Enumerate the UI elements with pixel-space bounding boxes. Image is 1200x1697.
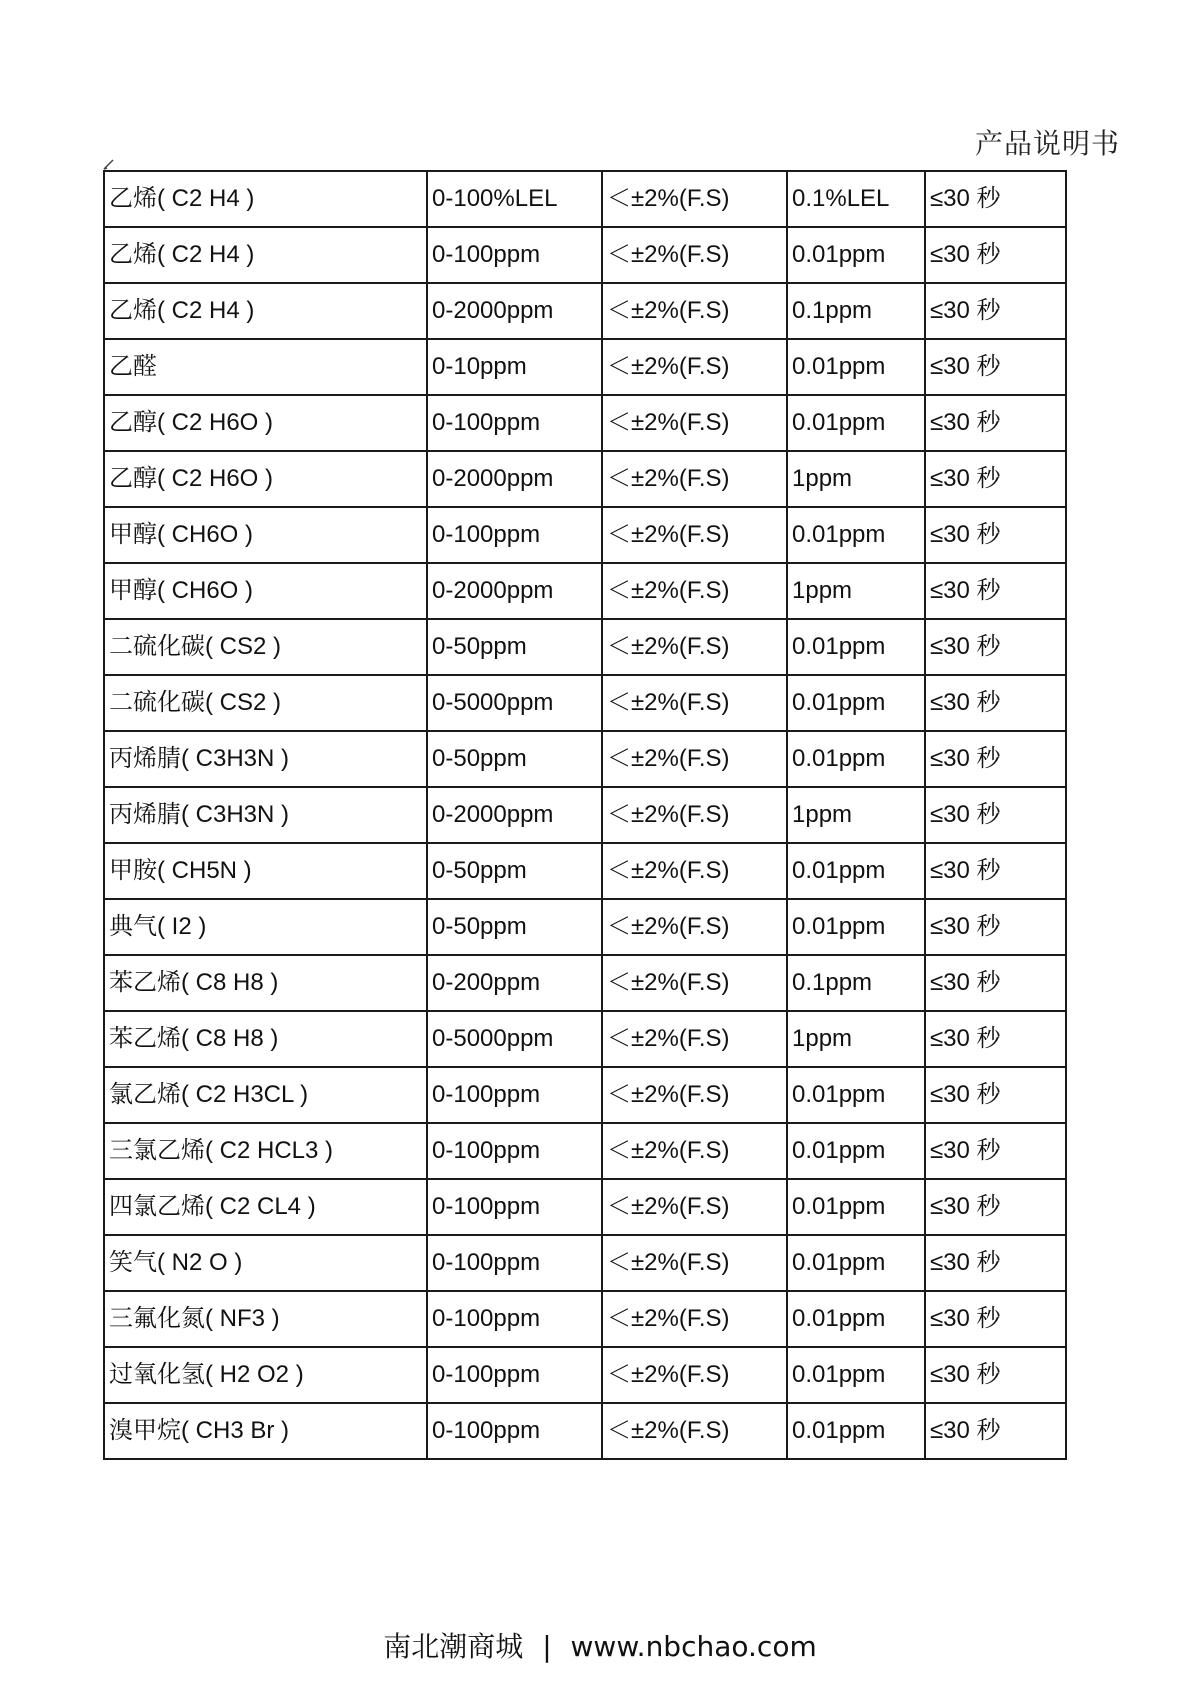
table-row xyxy=(104,339,1066,395)
table-row xyxy=(104,1291,1066,1347)
table-row xyxy=(104,1123,1066,1179)
corner-mark-icon xyxy=(103,158,115,170)
cell-range: 0-2000ppm xyxy=(427,787,602,843)
cell-response: ≤30 秒 xyxy=(925,1011,1066,1067)
cell-name: 三氟化氮( NF3 ) xyxy=(104,1291,427,1347)
cell-resolution: 1ppm xyxy=(787,451,925,507)
cell-range: 0-10ppm xyxy=(427,339,602,395)
footer-site-name: 南北潮商城 xyxy=(383,1630,524,1663)
cell-accuracy: ＜±2%(F.S) xyxy=(602,171,787,227)
cell-range: 0-2000ppm xyxy=(427,563,602,619)
cell-resolution: 0.01ppm xyxy=(787,899,925,955)
cell-accuracy: ＜±2%(F.S) xyxy=(602,675,787,731)
cell-name: 甲醇( CH6O ) xyxy=(104,507,427,563)
cell-resolution: 0.01ppm xyxy=(787,1179,925,1235)
cell-response: ≤30 秒 xyxy=(925,1291,1066,1347)
cell-accuracy: ＜±2%(F.S) xyxy=(602,507,787,563)
cell-response: ≤30 秒 xyxy=(925,507,1066,563)
cell-name: 丙烯腈( C3H3N ) xyxy=(104,787,427,843)
table-row xyxy=(104,731,1066,787)
cell-response: ≤30 秒 xyxy=(925,171,1066,227)
cell-range: 0-100ppm xyxy=(427,227,602,283)
cell-range: 0-50ppm xyxy=(427,619,602,675)
cell-response: ≤30 秒 xyxy=(925,1067,1066,1123)
table-row xyxy=(104,675,1066,731)
cell-accuracy: ＜±2%(F.S) xyxy=(602,227,787,283)
cell-accuracy: ＜±2%(F.S) xyxy=(602,563,787,619)
cell-name: 丙烯腈( C3H3N ) xyxy=(104,731,427,787)
cell-range: 0-100ppm xyxy=(427,1291,602,1347)
cell-range: 0-2000ppm xyxy=(427,283,602,339)
cell-response: ≤30 秒 xyxy=(925,787,1066,843)
cell-accuracy: ＜±2%(F.S) xyxy=(602,1235,787,1291)
footer-url[interactable]: www.nbchao.com xyxy=(570,1630,817,1663)
footer-separator: | xyxy=(542,1630,552,1663)
cell-name: 苯乙烯( C8 H8 ) xyxy=(104,1011,427,1067)
cell-resolution: 0.01ppm xyxy=(787,1235,925,1291)
cell-name: 三氯乙烯( C2 HCL3 ) xyxy=(104,1123,427,1179)
gas-spec-table-body xyxy=(104,171,1066,1459)
cell-accuracy: ＜±2%(F.S) xyxy=(602,1291,787,1347)
table-row xyxy=(104,1403,1066,1459)
cell-accuracy: ＜±2%(F.S) xyxy=(602,731,787,787)
cell-response: ≤30 秒 xyxy=(925,227,1066,283)
cell-resolution: 0.01ppm xyxy=(787,1123,925,1179)
cell-accuracy: ＜±2%(F.S) xyxy=(602,1179,787,1235)
gas-spec-table xyxy=(103,170,1067,1460)
table-row xyxy=(104,227,1066,283)
cell-accuracy: ＜±2%(F.S) xyxy=(602,1347,787,1403)
table-row xyxy=(104,955,1066,1011)
cell-range: 0-100ppm xyxy=(427,1403,602,1459)
cell-resolution: 0.01ppm xyxy=(787,675,925,731)
cell-name: 乙烯( C2 H4 ) xyxy=(104,283,427,339)
table-row xyxy=(104,899,1066,955)
footer xyxy=(0,1625,1200,1665)
cell-name: 乙醛 xyxy=(104,339,427,395)
table-row xyxy=(104,1235,1066,1291)
cell-accuracy: ＜±2%(F.S) xyxy=(602,1403,787,1459)
cell-name: 乙醇( C2 H6O ) xyxy=(104,451,427,507)
cell-range: 0-100ppm xyxy=(427,1179,602,1235)
cell-response: ≤30 秒 xyxy=(925,1235,1066,1291)
cell-response: ≤30 秒 xyxy=(925,731,1066,787)
cell-range: 0-100ppm xyxy=(427,1347,602,1403)
cell-resolution: 0.01ppm xyxy=(787,227,925,283)
cell-resolution: 0.01ppm xyxy=(787,1291,925,1347)
cell-resolution: 0.01ppm xyxy=(787,1067,925,1123)
cell-range: 0-100ppm xyxy=(427,507,602,563)
cell-resolution: 0.1ppm xyxy=(787,283,925,339)
table-row xyxy=(104,843,1066,899)
cell-resolution: 0.01ppm xyxy=(787,395,925,451)
cell-name: 苯乙烯( C8 H8 ) xyxy=(104,955,427,1011)
cell-accuracy: ＜±2%(F.S) xyxy=(602,955,787,1011)
cell-accuracy: ＜±2%(F.S) xyxy=(602,619,787,675)
table-row xyxy=(104,1347,1066,1403)
table-row xyxy=(104,395,1066,451)
cell-response: ≤30 秒 xyxy=(925,395,1066,451)
cell-response: ≤30 秒 xyxy=(925,1347,1066,1403)
cell-accuracy: ＜±2%(F.S) xyxy=(602,339,787,395)
cell-range: 0-100ppm xyxy=(427,1067,602,1123)
cell-range: 0-50ppm xyxy=(427,731,602,787)
cell-name: 乙烯( C2 H4 ) xyxy=(104,171,427,227)
cell-accuracy: ＜±2%(F.S) xyxy=(602,283,787,339)
table-row xyxy=(104,171,1066,227)
cell-name: 过氧化氢( H2 O2 ) xyxy=(104,1347,427,1403)
cell-accuracy: ＜±2%(F.S) xyxy=(602,843,787,899)
table-row xyxy=(104,619,1066,675)
cell-response: ≤30 秒 xyxy=(925,619,1066,675)
table-row xyxy=(104,787,1066,843)
cell-resolution: 0.1%LEL xyxy=(787,171,925,227)
cell-accuracy: ＜±2%(F.S) xyxy=(602,451,787,507)
cell-accuracy: ＜±2%(F.S) xyxy=(602,787,787,843)
cell-response: ≤30 秒 xyxy=(925,339,1066,395)
cell-accuracy: ＜±2%(F.S) xyxy=(602,1067,787,1123)
cell-name: 甲醇( CH6O ) xyxy=(104,563,427,619)
cell-resolution: 0.01ppm xyxy=(787,1403,925,1459)
cell-resolution: 0.01ppm xyxy=(787,339,925,395)
cell-name: 二硫化碳( CS2 ) xyxy=(104,675,427,731)
cell-response: ≤30 秒 xyxy=(925,451,1066,507)
cell-range: 0-50ppm xyxy=(427,899,602,955)
cell-range: 0-5000ppm xyxy=(427,675,602,731)
table-row xyxy=(104,507,1066,563)
cell-name: 溴甲烷( CH3 Br ) xyxy=(104,1403,427,1459)
cell-response: ≤30 秒 xyxy=(925,675,1066,731)
cell-resolution: 1ppm xyxy=(787,563,925,619)
cell-response: ≤30 秒 xyxy=(925,1179,1066,1235)
table-row xyxy=(104,563,1066,619)
cell-response: ≤30 秒 xyxy=(925,843,1066,899)
table-row xyxy=(104,1011,1066,1067)
table-row xyxy=(104,1067,1066,1123)
cell-range: 0-100%LEL xyxy=(427,171,602,227)
cell-name: 乙醇( C2 H6O ) xyxy=(104,395,427,451)
cell-range: 0-100ppm xyxy=(427,395,602,451)
cell-accuracy: ＜±2%(F.S) xyxy=(602,395,787,451)
table-row xyxy=(104,451,1066,507)
cell-name: 二硫化碳( CS2 ) xyxy=(104,619,427,675)
cell-name: 四氯乙烯( C2 CL4 ) xyxy=(104,1179,427,1235)
cell-name: 典气( I2 ) xyxy=(104,899,427,955)
cell-resolution: 0.01ppm xyxy=(787,843,925,899)
cell-response: ≤30 秒 xyxy=(925,283,1066,339)
table-row xyxy=(104,1179,1066,1235)
cell-resolution: 0.01ppm xyxy=(787,507,925,563)
cell-resolution: 0.01ppm xyxy=(787,731,925,787)
cell-accuracy: ＜±2%(F.S) xyxy=(602,1011,787,1067)
cell-name: 氯乙烯( C2 H3CL ) xyxy=(104,1067,427,1123)
cell-range: 0-5000ppm xyxy=(427,1011,602,1067)
cell-resolution: 1ppm xyxy=(787,787,925,843)
cell-range: 0-2000ppm xyxy=(427,451,602,507)
cell-range: 0-50ppm xyxy=(427,843,602,899)
cell-response: ≤30 秒 xyxy=(925,563,1066,619)
cell-response: ≤30 秒 xyxy=(925,899,1066,955)
cell-resolution: 0.1ppm xyxy=(787,955,925,1011)
cell-response: ≤30 秒 xyxy=(925,955,1066,1011)
page-title: 产品说明书 xyxy=(974,127,1120,160)
cell-resolution: 1ppm xyxy=(787,1011,925,1067)
table-row xyxy=(104,283,1066,339)
cell-accuracy: ＜±2%(F.S) xyxy=(602,1123,787,1179)
cell-response: ≤30 秒 xyxy=(925,1403,1066,1459)
cell-resolution: 0.01ppm xyxy=(787,1347,925,1403)
cell-resolution: 0.01ppm xyxy=(787,619,925,675)
cell-range: 0-100ppm xyxy=(427,1235,602,1291)
cell-range: 0-100ppm xyxy=(427,1123,602,1179)
cell-response: ≤30 秒 xyxy=(925,1123,1066,1179)
cell-name: 笑气( N2 O ) xyxy=(104,1235,427,1291)
cell-name: 甲胺( CH5N ) xyxy=(104,843,427,899)
cell-range: 0-200ppm xyxy=(427,955,602,1011)
cell-accuracy: ＜±2%(F.S) xyxy=(602,899,787,955)
cell-name: 乙烯( C2 H4 ) xyxy=(104,227,427,283)
